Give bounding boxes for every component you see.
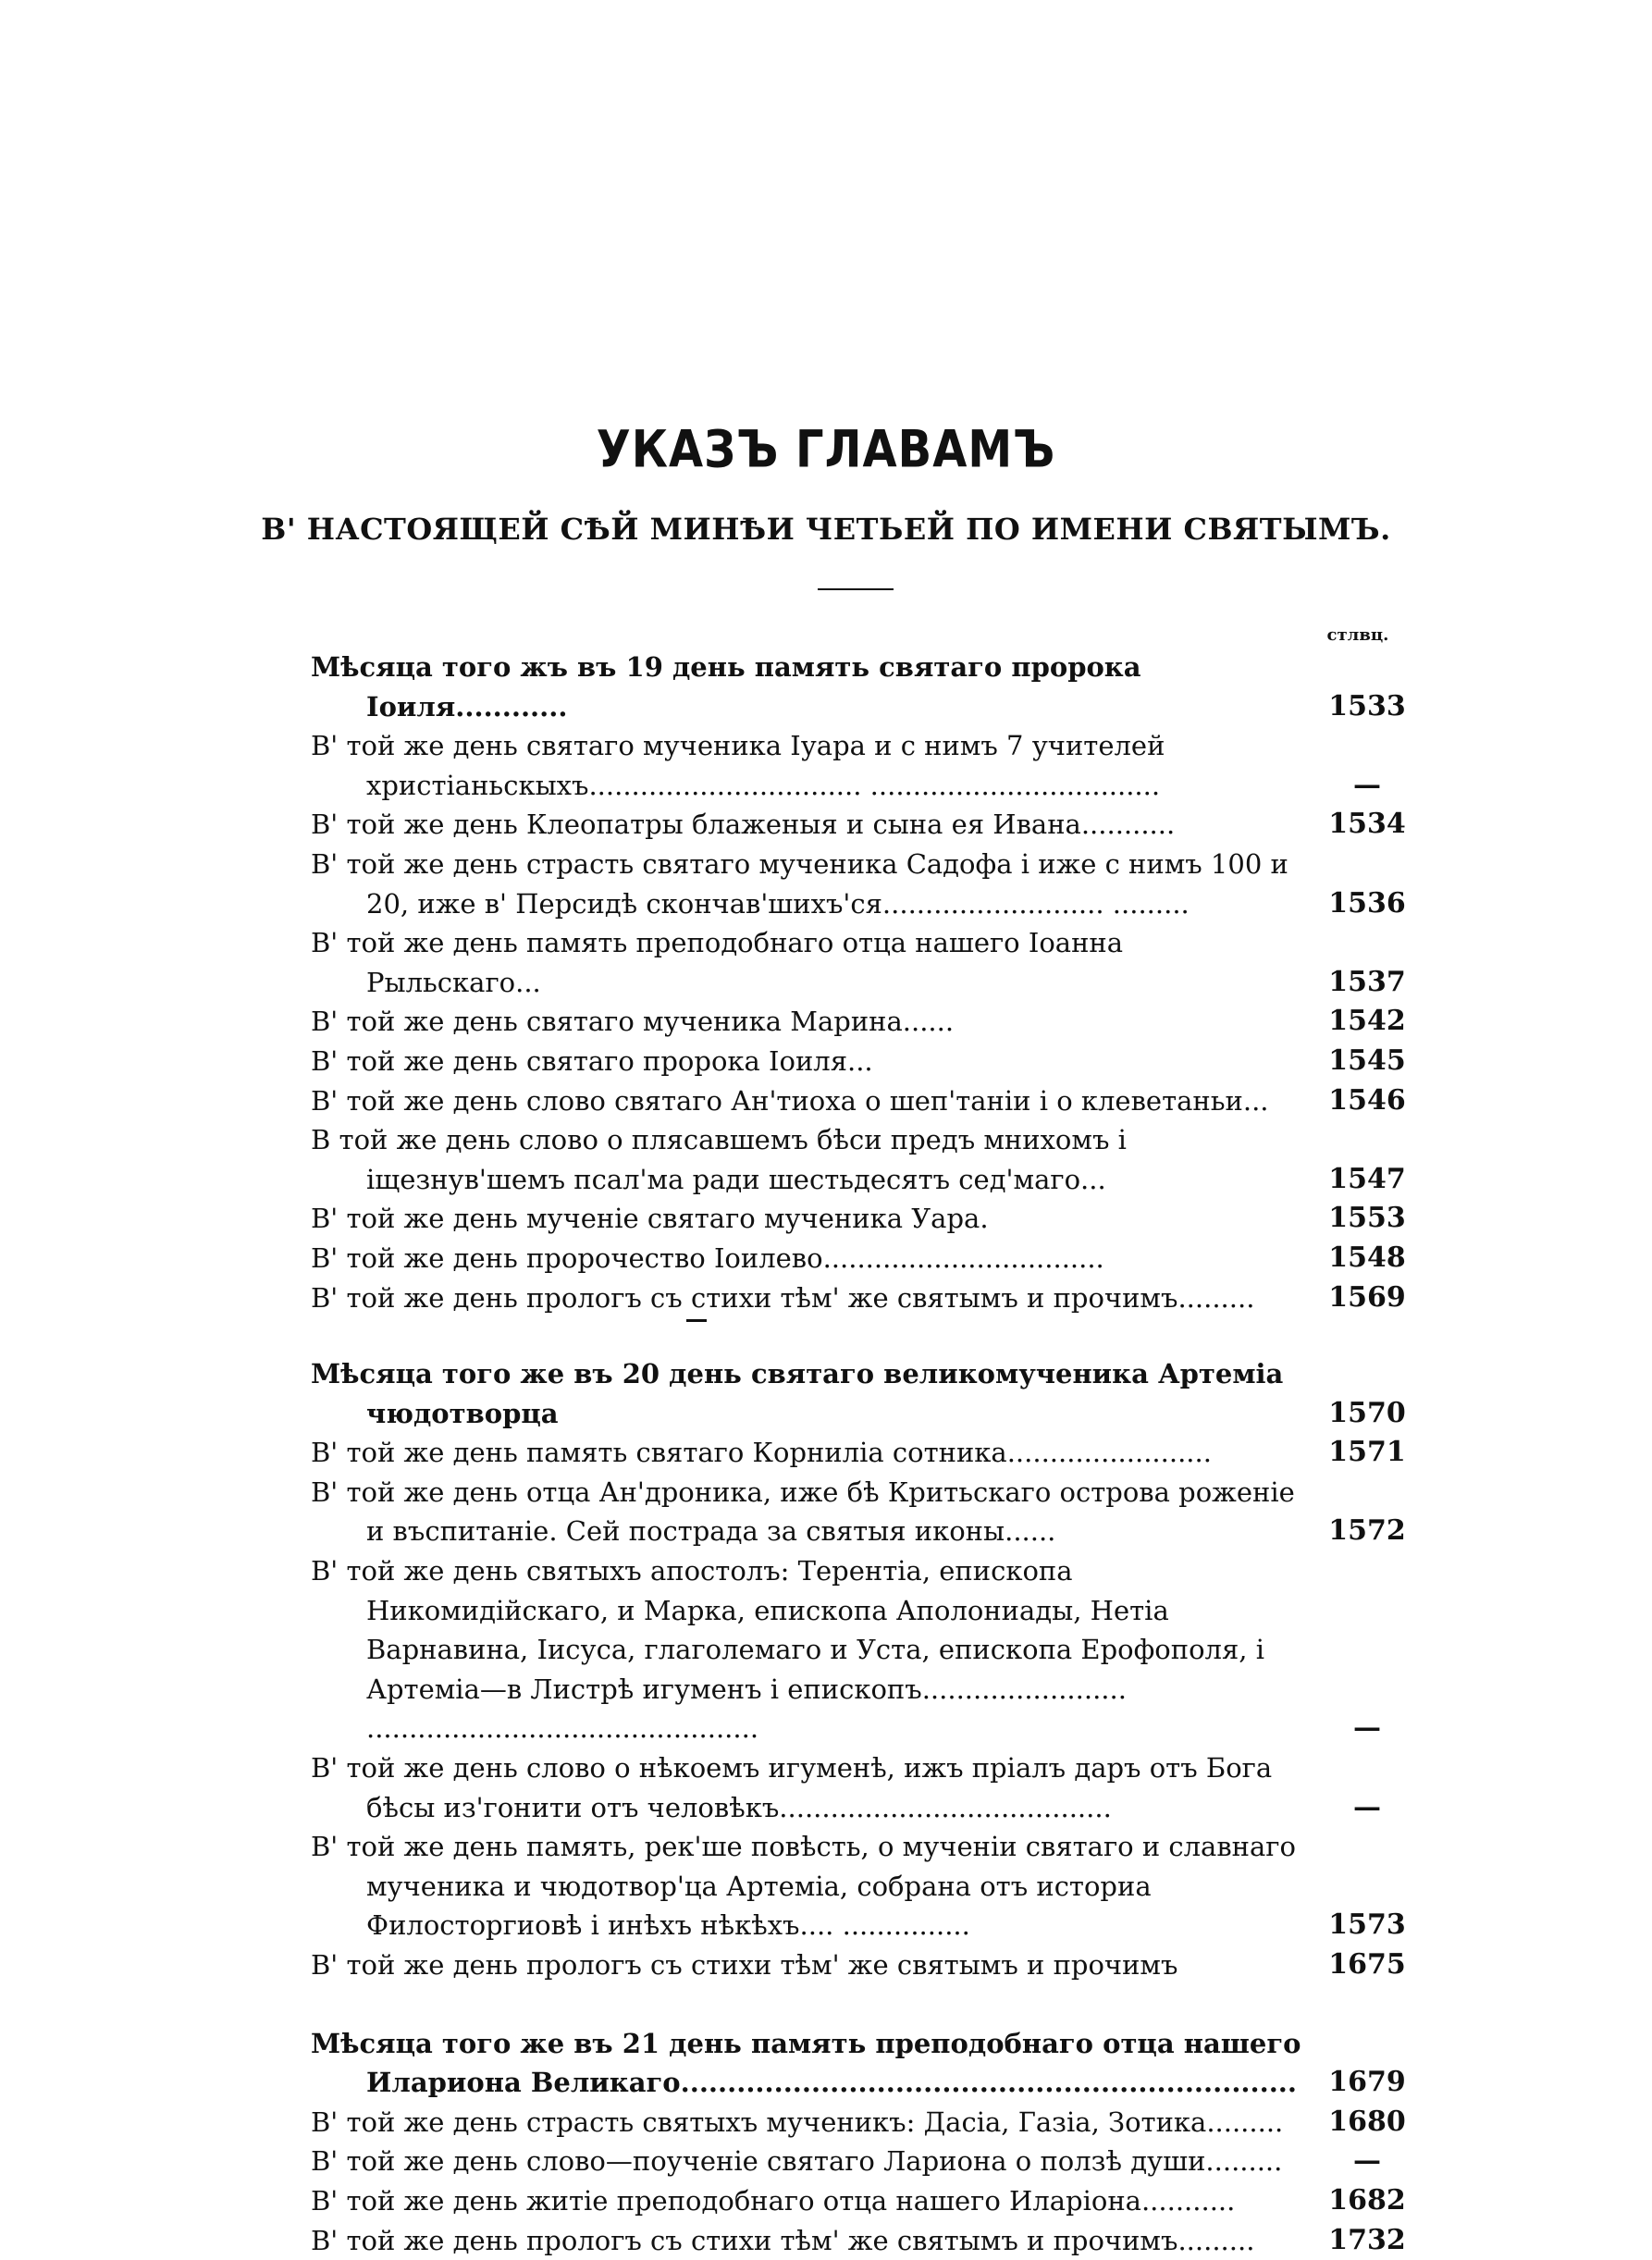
toc-entry-text: В' той же день житіе преподобнаго отца нашего Иларіона........... (311, 2184, 1236, 2217)
toc-entry-text: В' той же день мученіе святаго мученика Уара. (311, 1203, 989, 1235)
toc-entry-text: В' той же день прологъ съ стихи тѣм' же святымъ и прочимъ......... (311, 1281, 1255, 1314)
toc-entry (311, 1827, 1413, 1945)
toc-entry (311, 1748, 1413, 1827)
toc-entry-text: В' той же день память преподобнаго отца нашего Іоанна Рыльскаго... (311, 927, 1124, 998)
toc-entry-column: — (1353, 2144, 1381, 2178)
page-subtitle: В' НАСТОЯЩЕЙ СѢЙ МИНѢИ ЧЕТЬЕЙ ПО ИМЕНИ СВЯТЫМЪ. (261, 512, 1391, 547)
toc-entry (311, 1354, 1413, 1433)
toc-entry-column: — (1353, 768, 1381, 801)
toc-entry-column: 1572 (1328, 1514, 1406, 1548)
toc-entry-column: — (1353, 1711, 1381, 1745)
toc-entry (311, 648, 1413, 726)
toc-entry (311, 1120, 1413, 1199)
toc-entry-text: В' той же день прологъ съ стихи тѣм' же святымъ и прочимъ (311, 1949, 1178, 1981)
toc-entry-text: В' той же день страсть святыхъ мученикъ: Дасіа, Газіа, Зотика......... (311, 2106, 1284, 2138)
toc-entry-column: 1534 (1328, 808, 1406, 841)
toc-entry-text: В' той же день память, рек'ше повѣсть, о мученіи святаго и славнаго мученика и чюдотвор'ца Артеміа, собрана отъ историа Филосторгиовѣ і инѣхъ нѣкѣхъ.... ............... (311, 1831, 1296, 1942)
toc-entry-text: В' той же день святаго мученика Марина...... (311, 1006, 955, 1038)
toc-entry-column: 1573 (1328, 1908, 1406, 1942)
toc-entry (311, 1002, 1413, 1042)
toc-entry-column: 1675 (1328, 1948, 1406, 1981)
toc-entry-text: В' той же день святыхъ апостолъ: Терентіа, епископа Никомидійскаго, и Марка, епископа Аполониады, Нетіа Варнавина, Іисуса, глаголемаго и Уста, епископа Ерофополя, і Артеміа—в Листрѣ игуменъ і епископъ........................ .............................................. (311, 1555, 1264, 1745)
toc-entry-text: В' той же день святаго мученика Іуара и с нимъ 7 учителей христіаньскыхъ................................ .................................. (311, 730, 1165, 801)
toc-entry (311, 2103, 1413, 2143)
toc-entry-text: В' той же день слово святаго Ан'тиоха о шеп'таніи і о клеветаньи... (311, 1084, 1269, 1117)
toc-entry-text: Мѣсяца того же въ 20 день святаго великомученика Артеміа чюдотворца (311, 1358, 1284, 1429)
toc-entry-text: В' той же день слово—поученіе святаго Лариона о ползѣ души......... (311, 2145, 1283, 2178)
toc-entry (311, 1042, 1413, 1081)
toc-entry-column: 1547 (1328, 1162, 1406, 1195)
toc-entry (311, 1199, 1413, 1239)
toc-entry (311, 1551, 1413, 1748)
toc-entry (311, 805, 1413, 845)
toc-entry-column: 1536 (1328, 886, 1406, 920)
toc-group-day-19 (311, 648, 1413, 1317)
toc-entry-column: 1569 (1328, 1280, 1406, 1314)
toc-entry (311, 2024, 1413, 2103)
table-of-contents (311, 648, 1413, 2260)
toc-entry-text: В' той же день святаго пророка Іоиля... (311, 1044, 873, 1077)
toc-entry (311, 726, 1413, 805)
title-rule (818, 588, 894, 590)
toc-entry-column: 1679 (1328, 2066, 1406, 2099)
toc-entry-column: 1570 (1328, 1396, 1406, 1429)
toc-entry-column: 1682 (1328, 2183, 1406, 2217)
toc-entry-text: В' той же день Клеопатры блаженыя и сына ея Ивана........... (311, 809, 1176, 841)
toc-entry (311, 1433, 1413, 1473)
toc-entry-column: 1533 (1328, 689, 1406, 722)
toc-group-day-21 (311, 2024, 1413, 2260)
toc-entry-column: 1546 (1328, 1083, 1406, 1117)
toc-entry-text: В' той же день память святаго Корниліа сотника........................ (311, 1437, 1212, 1469)
toc-entry-column: 1542 (1328, 1005, 1406, 1038)
toc-entry-column: — (1353, 1790, 1381, 1823)
toc-entry (311, 2142, 1413, 2181)
toc-entry (311, 1473, 1413, 1551)
toc-entry-text: Мѣсяца того же въ 21 день память преподобнаго отца нашего Илариона Великаго.................................................................. (311, 2027, 1301, 2099)
toc-entry (311, 1081, 1413, 1121)
toc-entry-text: В' той же день слово о нѣкоемъ игуменѣ, ижъ пріалъ даръ отъ Бога бѣсы из'гонити отъ человѣкъ....................................... (311, 1752, 1273, 1823)
toc-entry-column: 1732 (1328, 2223, 1406, 2256)
toc-entry (311, 1945, 1413, 1985)
toc-entry (311, 2221, 1413, 2260)
toc-entry-column: 1553 (1328, 1202, 1406, 1235)
toc-entry (311, 1239, 1413, 1278)
toc-group-day-20 (311, 1354, 1413, 1985)
toc-entry-text: В' той же день пророчество Іоилево................................. (311, 1241, 1104, 1274)
page-title: УКАЗЪ ГЛАВАМЪ (596, 419, 1056, 480)
toc-entry-text: В' той же день отца Ан'дроника, иже бѣ Критьскаго острова роженіе и въспитаніе. Сей пострада за святыя иконы...... (311, 1476, 1295, 1548)
toc-entry-column: 1537 (1328, 965, 1406, 998)
column-header: стлвц. (1326, 625, 1389, 645)
toc-entry-text: В' той же день прологъ съ стихи тѣм' же святымъ и прочимъ......... (311, 2224, 1255, 2256)
group-separator (311, 1317, 1413, 1354)
toc-entry-text: В' той же день страсть святаго мученика Садофа і иже с нимъ 100 и 20, иже в' Персидѣ скончав'шихъ'ся.......................... ......... (311, 847, 1288, 920)
toc-entry-column: 1680 (1328, 2105, 1406, 2138)
toc-entry (311, 1278, 1413, 1318)
toc-entry-column: 1548 (1328, 1241, 1406, 1274)
toc-entry-column: 1571 (1328, 1436, 1406, 1469)
toc-entry (311, 2181, 1413, 2221)
toc-entry-text: Мѣсяца того жъ въ 19 день память святаго пророка Іоиля............ (311, 651, 1141, 722)
toc-entry (311, 923, 1413, 1002)
toc-entry-column: 1545 (1328, 1044, 1406, 1077)
group-separator (311, 1985, 1413, 2024)
toc-entry-text: В той же день слово о плясавшемъ бѣси предъ мнихомъ і іщезнув'шемъ псал'ма ради шестьдесятъ сед'маго... (311, 1124, 1127, 1195)
toc-entry (311, 845, 1413, 923)
